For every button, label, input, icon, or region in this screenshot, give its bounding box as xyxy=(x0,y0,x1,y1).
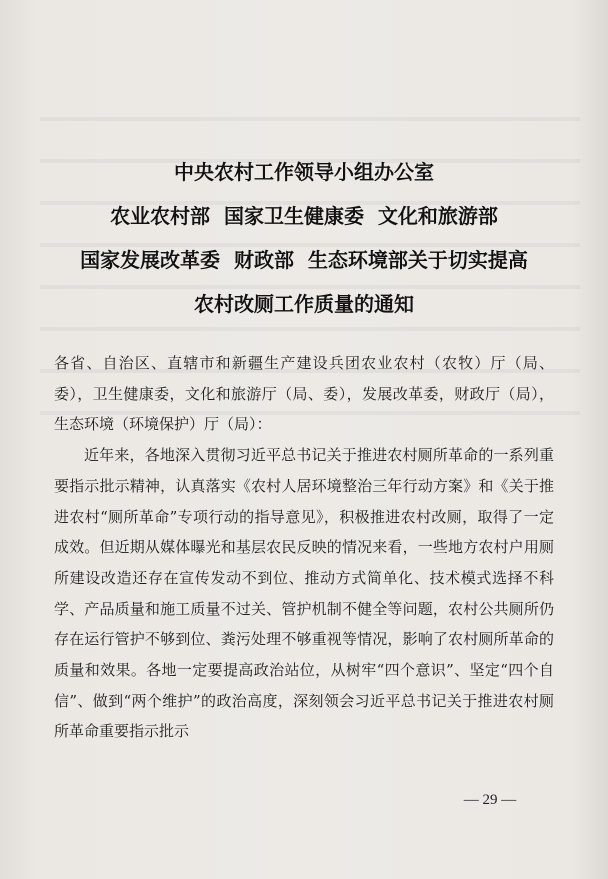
title-line-2: 农业农村部 国家卫生健康委 文化和旅游部 xyxy=(110,204,498,228)
salutation: 各省、自治区、直辖市和新疆生产建设兵团农业农村（农牧）厅（局、委），卫生健康委，文化和旅游厅（局、委），发展改革委，财政厅（局），生态环境（环境保护）厅（局）： xyxy=(54,354,554,434)
notice-title xyxy=(40,150,568,326)
title-line-4: 农村改厕工作质量的通知 xyxy=(194,292,414,316)
page-number: — 29 — xyxy=(463,792,517,808)
title-line-1: 中央农村工作领导小组办公室 xyxy=(174,160,434,184)
paragraph-1: 近年来，各地深入贯彻习近平总书记关于推进农村厕所革命的一系列重要指示批示精神，认真落实《农村人居环境整治三年行动方案》和《关于推进农村“厕所革命”专项行动的指导意见》，积极推进农村改厕，取得了一定成效。但近期从媒体曝光和基层农民反映的情况来看，一些地方农村户用厕所建设改造还存在宣传发动不到位、推动方式简单化、技术模式选择不科学、产品质量和施工质量不过关、管护机制不健全等问题，农村公共厕所仍存在运行管护不够到位、粪污处理不够重视等情况，影响了农村厕所革命的质量和效果。各地一定要提高政治站位，从树牢“四个意识”、坚定“四个自信”、做到“两个维护”的政治高度，深刻领会习近平总书记关于推进农村厕所革命重要指示批示 xyxy=(54,446,554,741)
notice-body xyxy=(54,348,554,747)
title-line-3: 国家发展改革委 财政部 生态环境部关于切实提高 xyxy=(80,248,528,272)
